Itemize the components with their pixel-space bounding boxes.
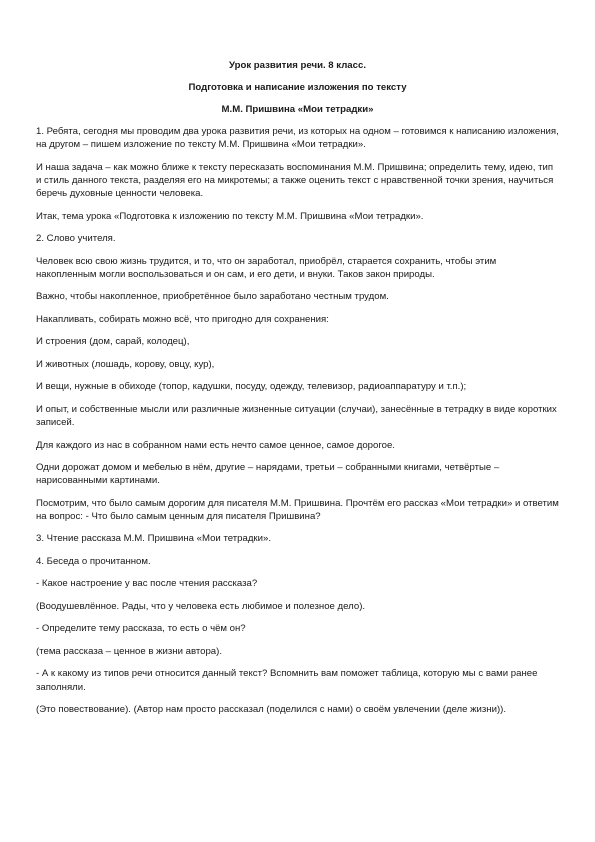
paragraph: И вещи, нужные в обиходе (топор, кадушки, посуду, одежду, телевизор, радиоаппаратуру и т.п.); [36, 381, 467, 393]
paragraph: (Воодушевлённое. Рады, что у человека есть любимое и полезное дело). [36, 600, 366, 612]
paragraph: И животных (лошадь, корову, овцу, кур), [36, 358, 215, 370]
paragraph: - Какое настроение у вас после чтения рассказа? [36, 578, 258, 590]
paragraph: 2. Слово учителя. [36, 233, 116, 245]
lesson-subtitle: Подготовка и написание изложения по тексту [188, 82, 407, 93]
paragraph: Важно, чтобы накопленное, приобретённое было заработано честным трудом. [36, 291, 389, 303]
paragraph: И наша задача – как можно ближе к тексту пересказать воспоминания М.М. Пришвина; определить тему, идею, тип и стиль данного текста, разделяя его на микротемы; а также оценить текст с нравственной точки зрения, научиться беречь духовные ценности человека. [36, 161, 554, 200]
paragraph: Для каждого из нас в собранном нами есть нечто самое ценное, самое дорогое. [36, 439, 395, 451]
paragraph: 1. Ребята, сегодня мы проводим два урока развития речи, из которых на одном – готовимся к написанию изложения, на другом – пишем изложение по тексту М.М. Пришвина «Мои тетрадки». [36, 126, 559, 151]
paragraph: 3. Чтение рассказа М.М. Пришвина «Мои тетрадки». [36, 533, 271, 545]
document-body [36, 125, 559, 726]
paragraph: Человек всю свою жизнь трудится, и то, что он заработал, приобрёл, старается сохранить, чтобы этим накопленным могли воспользоваться и он сам, и его дети, и внуки. Таков закон природы. [36, 255, 497, 280]
paragraph: И опыт, и собственные мысли или различные жизненные ситуации (случаи), занесённые в тетрадку в виде коротких записей. [36, 403, 557, 429]
lesson-title: Урок развития речи. 8 класс. [229, 60, 366, 71]
paragraph: (Это повествование). (Автор нам просто рассказал (поделился с нами) о своём увлечении (деле жизни)). [36, 704, 507, 716]
paragraph: 4. Беседа о прочитанном. [36, 555, 151, 567]
paragraph: Посмотрим, что было самым дорогим для писателя М.М. Пришвина. Прочтём его рассказ «Мои тетрадки» и ответим на вопрос: - Что было самым ценным для писателя Пришвина? [36, 497, 559, 522]
paragraph: - Определите тему рассказа, то есть о чём он? [36, 623, 246, 635]
paragraph: И строения (дом, сарай, колодец), [36, 336, 190, 348]
paragraph: (тема рассказа – ценное в жизни автора). [36, 645, 223, 657]
paragraph: Накапливать, собирать можно всё, что пригодно для сохранения: [36, 313, 329, 325]
lesson-source: М.М. Пришвина «Мои тетрадки» [221, 104, 374, 115]
paragraph: Одни дорожат домом и мебелью в нём, другие – нарядами, третьи – собранными книгами, четвёртые – нарисованными картинами. [36, 462, 500, 487]
paragraph: - А к какому из типов речи относится данный текст? Вспомнить вам поможет таблица, которую мы с вами ранее заполняли. [36, 668, 538, 693]
paragraph: Итак, тема урока «Подготовка к изложению по тексту М.М. Пришвина «Мои тетрадки». [36, 210, 424, 222]
